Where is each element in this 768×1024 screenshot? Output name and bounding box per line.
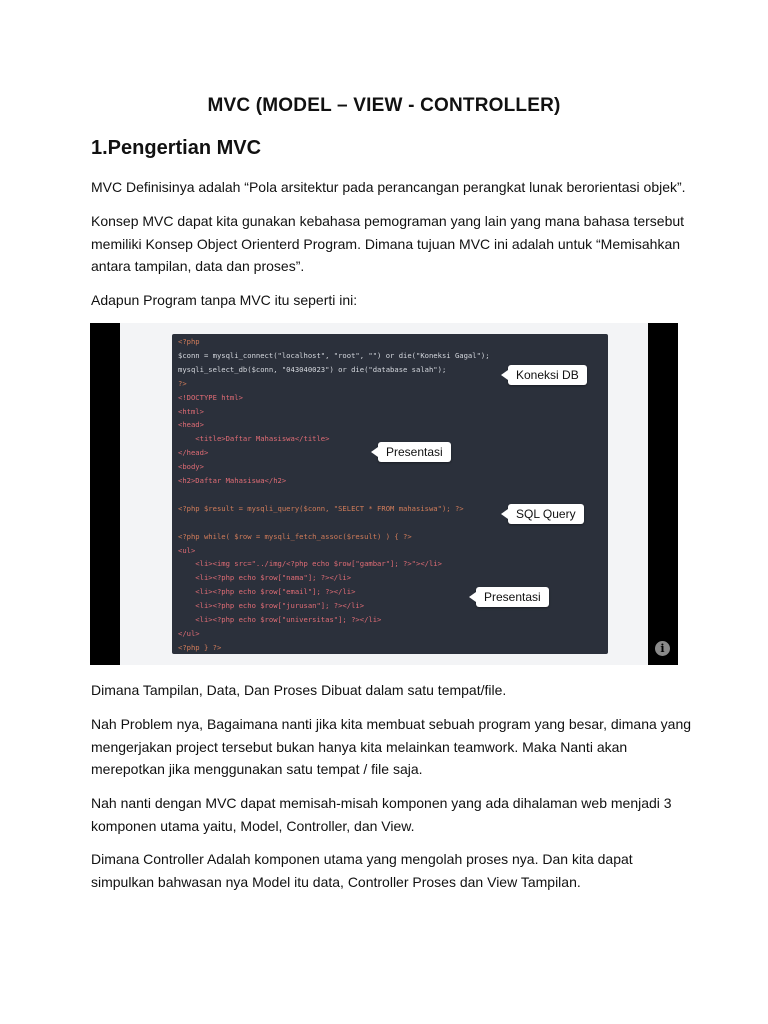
- code-line: <title>Daftar Mahasiswa</title>: [178, 434, 330, 444]
- code-line: <?php } ?>: [178, 642, 222, 652]
- code-line: </ul>: [178, 628, 200, 638]
- paragraph-problem: Nah Problem nya, Bagaimana nanti jika kita membuat sebuah program yang besar, dimana yang mengerjakan project tersebut bukan hanya kita melainkan teamwork. Maka Nanti akan merepotkan jika menggunakan satu tempat / file saja.: [91, 716, 692, 777]
- paragraph-intro-example: Adapun Program tanpa MVC itu seperti ini:: [91, 292, 358, 308]
- document-title: MVC (MODEL – VIEW - CONTROLLER): [207, 95, 561, 116]
- code-line: mysqli_select_db($conn, "043040023") or die("database salah");: [178, 364, 447, 374]
- code-line: $conn = mysqli_connect("localhost", "root", "") or die("Koneksi Gagal");: [178, 350, 490, 360]
- paragraph-concept: Konsep MVC dapat kita gunakan kebahasa pemograman yang lain yang mana bahasa tersebut memiliki Konsep Object Orienterd Program. Dimana tujuan MVC ini adalah untuk “Memisahkan antara tampilan, data dan proses”.: [91, 213, 685, 274]
- code-line: <li><?php echo $row["nama"]; ?></li>: [178, 573, 352, 583]
- code-screenshot-figure: [90, 323, 678, 665]
- code-line: <li><?php echo $row["universitas"]; ?></li>: [178, 615, 382, 624]
- paragraph-combined-file: Dimana Tampilan, Data, Dan Proses Dibuat dalam satu tempat/file.: [91, 682, 507, 698]
- code-line: <li><img src="../img/<?php echo $row["gambar"]; ?>"></li>: [178, 559, 442, 569]
- code-line: <!DOCTYPE html>: [178, 392, 243, 402]
- callout-sql-query: SQL Query: [508, 504, 584, 524]
- code-line: </head>: [178, 448, 209, 458]
- paragraph-mvc-components: Nah nanti dengan MVC dapat memisah-misah komponen yang ada dihalaman web menjadi 3 komponen utama yaitu, Model, Controller, dan View.: [91, 795, 672, 834]
- code-line: <ul>: [178, 545, 196, 555]
- code-line: <h2>Daftar Mahasiswa</h2>: [178, 476, 287, 485]
- section-heading: 1.Pengertian MVC: [91, 137, 262, 159]
- code-line: <?php: [178, 337, 200, 346]
- paragraph-definition: MVC Definisinya adalah “Pola arsitektur pada perancangan perangkat lunak berorientasi objek”.: [91, 179, 686, 195]
- code-line: <?php while( $row = mysqli_fetch_assoc($result) ) { ?>: [178, 531, 412, 541]
- figure-background: [120, 323, 648, 665]
- callout-koneksi-db: Koneksi DB: [508, 365, 587, 385]
- code-line: <html>: [178, 406, 204, 416]
- paragraph-conclusion: Dimana Controller Adalah komponen utama yang mengolah proses nya. Dan kita dapat simpulkan bahwasan nya Model itu data, Controller Proses dan View Tampilan.: [91, 851, 633, 890]
- code-line: ?>: [178, 378, 187, 388]
- code-line: <li><?php echo $row["jurusan"]; ?></li>: [178, 601, 365, 611]
- callout-presentasi-bottom: Presentasi: [476, 587, 549, 607]
- code-line: <?php $result = mysqli_query($conn, "SELECT * FROM mahasiswa"); ?>: [178, 503, 464, 513]
- callout-presentasi-top: Presentasi: [378, 442, 451, 462]
- info-icon[interactable]: i: [655, 641, 670, 656]
- code-line: <li><?php echo $row["email"]; ?></li>: [178, 587, 356, 597]
- code-line: <head>: [178, 420, 204, 430]
- code-line: <body>: [178, 462, 204, 472]
